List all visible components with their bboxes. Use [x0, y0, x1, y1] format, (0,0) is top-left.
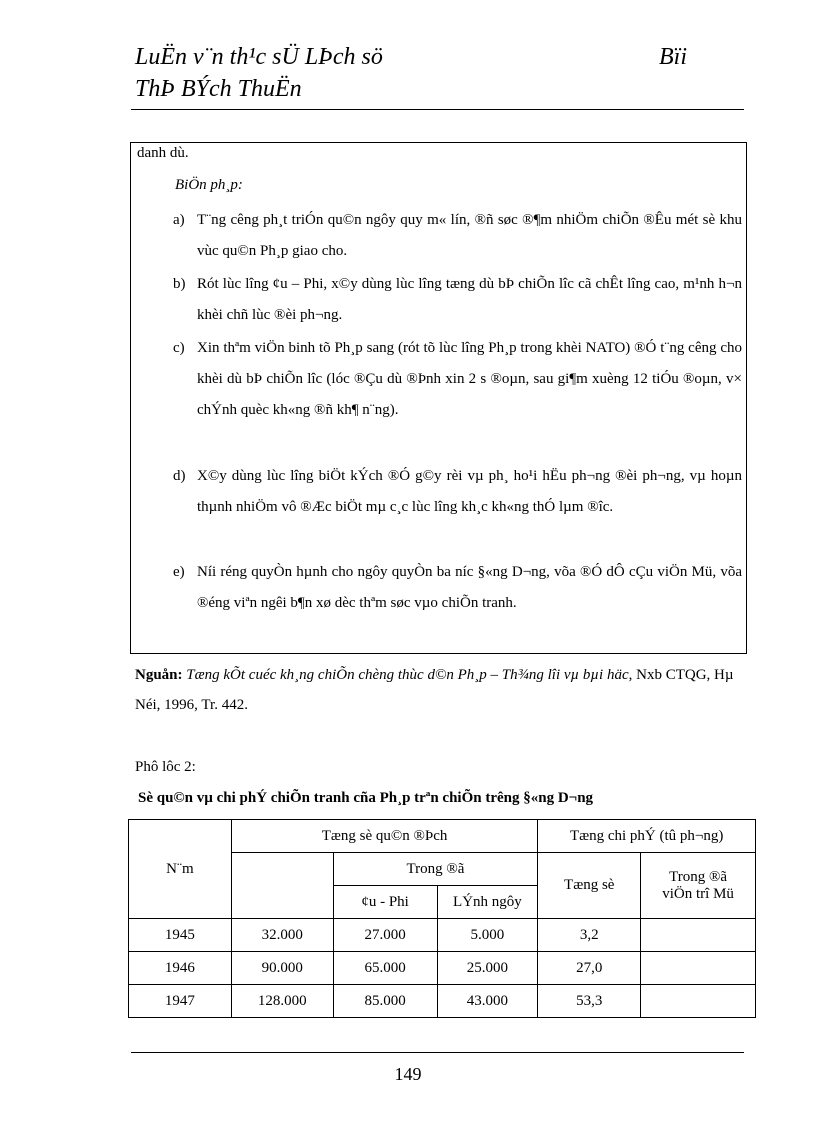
- header-total-cost: Tæng chi phÝ (tû ph¬ng): [538, 820, 756, 853]
- footer-divider: [131, 1052, 744, 1053]
- table-row: [129, 985, 756, 1018]
- list-item: [173, 557, 742, 619]
- page-number: 149: [394, 1064, 422, 1084]
- cell-cost: 27,0: [538, 952, 641, 985]
- header-author-name: ThÞ BÝch ThuËn: [135, 76, 302, 102]
- cell-us-aid: [641, 985, 756, 1018]
- header-euro-africa: ¢u - Phi: [333, 886, 437, 919]
- header-total: Tæng sè: [538, 853, 641, 919]
- list-item: [173, 333, 742, 426]
- cell-us-aid: [641, 919, 756, 952]
- header-of-which: Trong ®ã: [333, 853, 538, 886]
- source-title: Tæng kÕt cuéc kh¸ng chiÕn chèng thùc d©n Ph¸p – Th¾ng lîi vµ bµi häc: [186, 667, 629, 683]
- data-table: [128, 819, 756, 1018]
- table-title: Sè qu©n vµ chi phÝ chiÕn tranh cña Ph¸p trªn chiÕn trêng §«ng D¬ng: [138, 790, 594, 806]
- list-item-label: e): [173, 564, 185, 580]
- list-item-label: b): [173, 276, 186, 292]
- cell-year: 1946: [129, 952, 232, 985]
- source-publisher: , Nxb CTQG, Hµ Néi, 1996, Tr. 442.: [135, 667, 734, 713]
- cell-cost: 53,3: [538, 985, 641, 1018]
- cell-euro-africa: 27.000: [333, 919, 437, 952]
- cell-total: 90.000: [231, 952, 333, 985]
- list-item-label: a): [173, 212, 185, 228]
- measures-label: BiÖn ph¸p:: [175, 177, 243, 193]
- cell-us-aid: [641, 952, 756, 985]
- list-item-text: T¨ng cêng ph¸t triÓn qu©n ngôy quy m« lín, ®ñ søc ®¶m nhiÖm chiÕn ®Êu mét sè khu vùc qu©n Ph¸p giao cho.: [197, 212, 742, 259]
- cell-total: 32.000: [231, 919, 333, 952]
- header-year: N¨m: [129, 820, 232, 919]
- list-item-label: c): [173, 340, 185, 356]
- list-item-text: Níi réng quyÒn hµnh cho ngôy quyÒn ba níc §«ng D¬ng, võa ®Ó dÔ cÇu viÖn Mü, võa ®éng viªn ngêi b¶n xø dèc thªm søc vµo chiÕn tranh.: [197, 564, 742, 611]
- cell-cost: 3,2: [538, 919, 641, 952]
- cell-year: 1947: [129, 985, 232, 1018]
- list-item: [173, 269, 742, 331]
- source-citation: Nguån: Tæng kÕt cuéc kh¸ng chiÕn chèng thùc d©n Ph¸p – Th¾ng lîi vµ bµi häc, Nxb CTQG, Hµ Néi, 1996, Tr. 442.: [135, 667, 734, 713]
- list-item-text: Xin thªm viÖn binh tõ Ph¸p sang (rót tõ lùc lîng Ph¸p trong khèi NATO) ®Ó t¨ng cêng cho khèi dù bÞ chiÕn lîc (lóc ®Çu dù ®Þnh xin 2 s ®oµn, sau gi¶m xuèng 12 tiÓu ®oµn, v× chÝnh quèc kh«ng ®ñ kh¶ n¨ng).: [197, 340, 742, 418]
- header-puppet: LÝnh ngôy: [437, 886, 538, 919]
- source-label: Nguån: [135, 667, 178, 683]
- cell-euro-africa: 85.000: [333, 985, 437, 1018]
- quoted-box: [130, 142, 747, 654]
- cell-total: 128.000: [231, 985, 333, 1018]
- box-first-line: danh dù.: [137, 145, 189, 161]
- header-title: LuËn v¨n th¹c sÜ LÞch sö: [135, 44, 383, 70]
- running-header: [135, 42, 695, 72]
- header-divider: [131, 109, 744, 110]
- header-total-troops: Tæng sè qu©n ®Þch: [231, 820, 538, 853]
- cell-puppet: 25.000: [437, 952, 538, 985]
- list-item-text: Rót lùc lîng ¢u – Phi, x©y dùng lùc lîng tæng dù bÞ chiÕn lîc cã chÊt lîng cao, m¹nh h¬n khèi chñ lùc ®èi ph¬ng.: [197, 276, 742, 323]
- cell-puppet: 5.000: [437, 919, 538, 952]
- cell-euro-africa: 65.000: [333, 952, 437, 985]
- header-us-aid: [641, 853, 756, 919]
- header-blank: [231, 853, 333, 919]
- list-item-text: X©y dùng lùc lîng biÖt kÝch ®Ó g©y rèi vµ ph¸ ho¹i hËu ph¬ng ®èi ph¬ng, vµ hoµn thµnh nhiÖm vô ®Æc biÖt mµ c¸c lùc lîng kh¸c kh«ng thÓ lµm ®îc.: [197, 468, 742, 515]
- cell-year: 1945: [129, 919, 232, 952]
- header-author-surname: Bïi: [659, 44, 687, 70]
- list-item: [173, 461, 742, 523]
- table-row: [129, 919, 756, 952]
- appendix-label: Phô lôc 2:: [135, 759, 196, 775]
- list-item-label: d): [173, 468, 186, 484]
- header-us-aid-line2: viÖn trî Mü: [662, 885, 734, 902]
- list-item: [173, 205, 742, 267]
- header-us-aid-line1: Trong ®ã: [669, 868, 728, 885]
- cell-puppet: 43.000: [437, 985, 538, 1018]
- table-row: [129, 952, 756, 985]
